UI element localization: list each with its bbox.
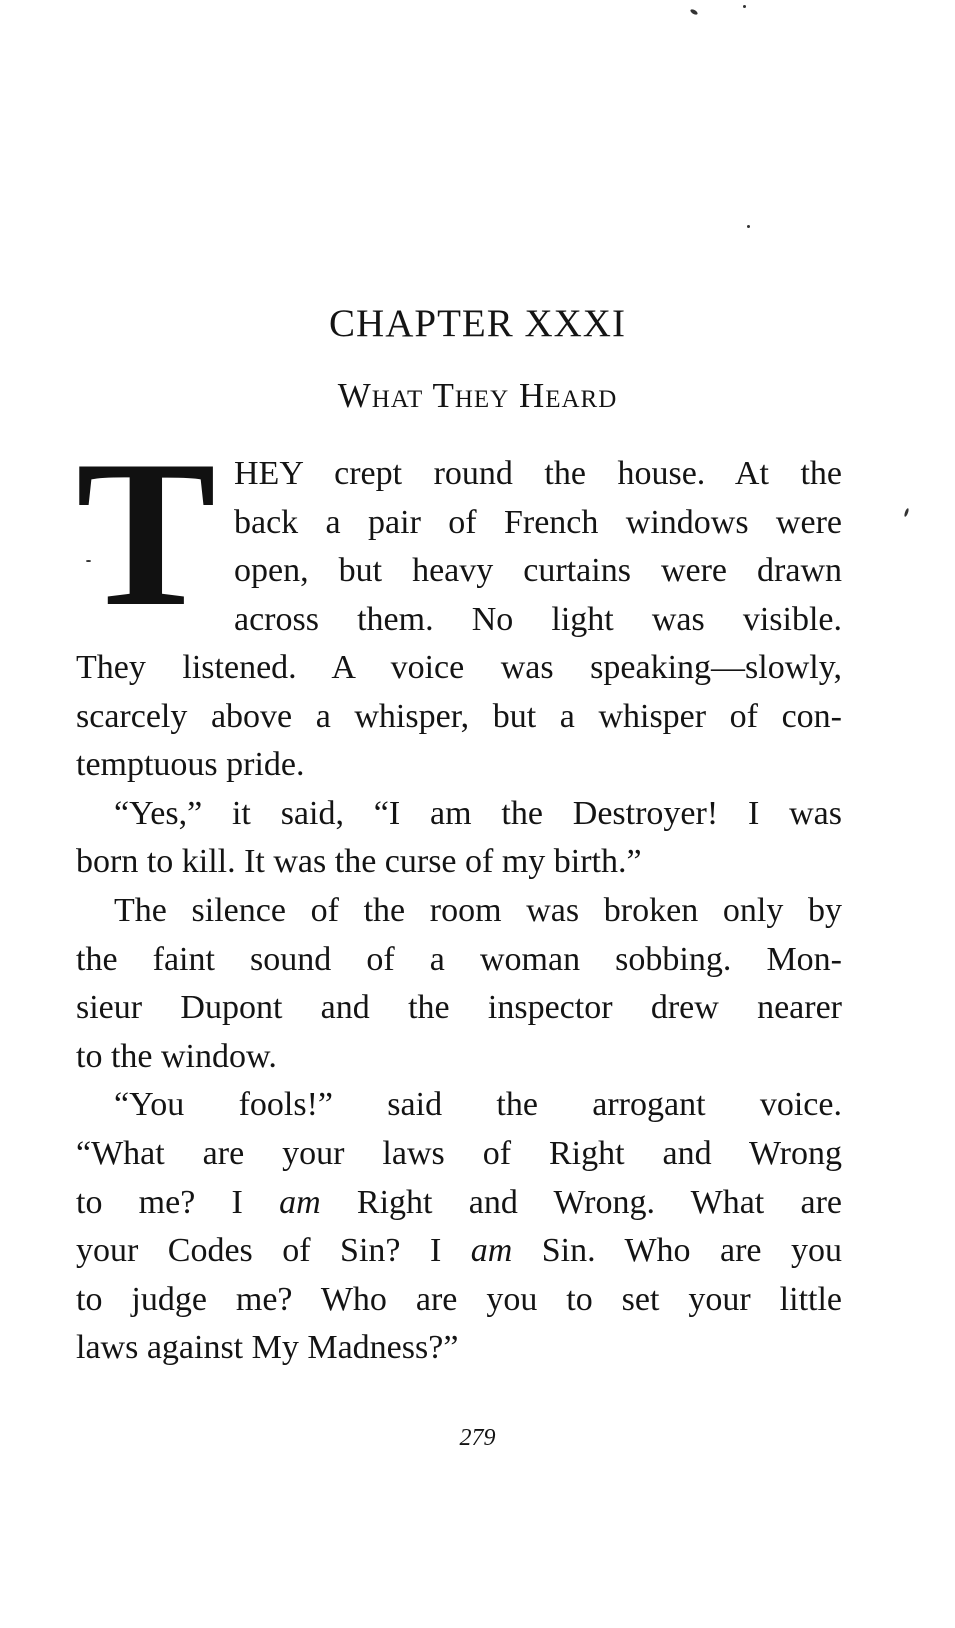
emphasis-text: am [470, 1232, 513, 1270]
text-line: to the window. [76, 1037, 277, 1075]
scan-speck [904, 508, 910, 517]
text-line: temptuous pride. [76, 746, 305, 784]
text-line: across them. No light was visible. [234, 600, 842, 638]
text-line: back a pair of French windows were [234, 503, 842, 541]
text-line: born to kill. It was the curse of my birth.” [76, 843, 642, 881]
emphasis-text: am [279, 1183, 321, 1221]
text-line: laws against My Madness?” [76, 1329, 459, 1367]
chapter-title: What They Heard [337, 376, 618, 415]
text-line: The silence of the room was broken only by [114, 891, 842, 929]
scan-speck [690, 8, 699, 15]
text-line: “Yes,” it said, “I am the Destroyer! I was [114, 794, 842, 832]
paragraph-continuation [76, 644, 842, 1373]
text-line: to judge me? Who are you to set your little [76, 1280, 842, 1318]
text-line: “You fools!” said the arrogant voice. [114, 1086, 842, 1124]
scan-speck [747, 225, 750, 228]
chapter-heading: CHAPTER XXXI [329, 302, 626, 345]
text-line: to me? I am Right and Wrong. What are [76, 1183, 842, 1221]
text-line: scarcely above a whisper, but a whisper of con- [76, 697, 842, 735]
page-number: 279 [459, 1425, 496, 1451]
text-line: open, but heavy curtains were drawn [234, 552, 842, 590]
text-line: “What are your laws of Right and Wrong [76, 1134, 842, 1172]
text-line: your Codes of Sin? I am Sin. Who are you [76, 1232, 842, 1270]
text-line: the faint sound of a woman sobbing. Mon- [76, 940, 842, 978]
text-line: They listened. A voice was speaking—slowly, [76, 649, 842, 686]
drop-cap: T [76, 418, 217, 650]
scan-speck [743, 5, 746, 8]
text-line: HEY crept round the house. At the [234, 455, 842, 492]
drop-cap-lines [234, 450, 842, 644]
text-line: sieur Dupont and the inspector drew nearer [76, 989, 842, 1027]
